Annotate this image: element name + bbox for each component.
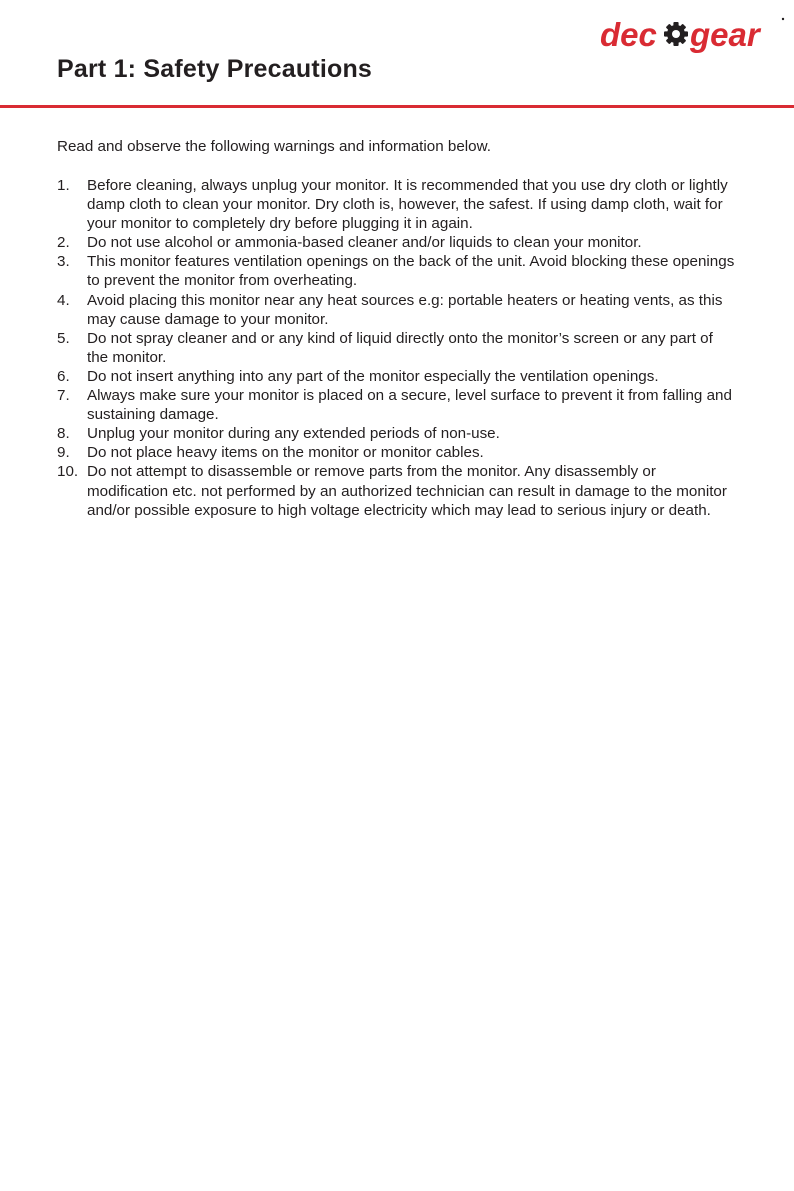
list-item: [57, 386, 737, 424]
list-item-number: 3.: [57, 253, 70, 271]
list-item-number: 10.: [57, 463, 79, 481]
list-item: [57, 329, 737, 367]
title-divider: [0, 105, 794, 108]
registered-mark-icon: [782, 18, 784, 20]
logo-text-left: dec: [600, 16, 657, 53]
gear-icon: [664, 22, 688, 46]
list-item: [57, 252, 737, 290]
list-item-text: Do not insert anything into any part of the monitor especially the ventilation openings.: [87, 367, 659, 385]
logo-text-right: gear: [690, 16, 760, 53]
list-item-text: Do not use alcohol or ammonia-based cleaner and/or liquids to clean your monitor.: [87, 234, 642, 252]
list-item-text: This monitor features ventilation openings on the back of the unit. Avoid blocking these openings to prevent the monitor from overheating.: [87, 253, 735, 290]
list-item-number: 7.: [57, 387, 70, 405]
list-item-text: Before cleaning, always unplug your monitor. It is recommended that you use dry cloth or lightly damp cloth to clean your monitor. Dry cloth is, however, the safest. If using damp cloth, wait for your monitor to completely dry before plugging it in again.: [87, 177, 728, 233]
list-item: [57, 443, 737, 462]
safety-list: [57, 176, 737, 520]
list-item-number: 5.: [57, 329, 70, 347]
list-item-text: Avoid placing this monitor near any heat sources e.g: portable heaters or heating vents, as this may cause damage to your monitor.: [87, 291, 723, 328]
list-item-number: 9.: [57, 444, 70, 462]
list-item-text: Do not attempt to disassemble or remove parts from the monitor. Any disassembly or modification etc. not performed by an authorized technician can result in damage to the monitor and/or possible exposure to high voltage electricity which may lead to serious injury or death.: [87, 463, 727, 519]
list-item: [57, 233, 737, 252]
list-item-number: 2.: [57, 234, 70, 252]
list-item-number: 8.: [57, 425, 70, 443]
list-item-text: Unplug your monitor during any extended periods of non-use.: [87, 425, 500, 443]
brand-logo-graphic: [600, 14, 786, 54]
list-item-number: 6.: [57, 367, 70, 385]
list-item: [57, 462, 737, 519]
list-item-text: Do not spray cleaner and or any kind of liquid directly onto the monitor’s screen or any part of the monitor.: [87, 329, 713, 366]
list-item: [57, 176, 737, 233]
list-item: [57, 291, 737, 329]
list-item: [57, 424, 737, 443]
intro-text: Read and observe the following warnings and information below.: [57, 138, 491, 155]
list-item-text: Always make sure your monitor is placed on a secure, level surface to prevent it from falling and sustaining damage.: [87, 387, 732, 424]
list-item-text: Do not place heavy items on the monitor or monitor cables.: [87, 444, 484, 462]
list-item-number: 1.: [57, 177, 70, 194]
page-title: Part 1: Safety Precautions: [57, 55, 373, 83]
brand-logo: [600, 14, 786, 54]
list-item-number: 4.: [57, 291, 70, 309]
list-item: [57, 367, 737, 386]
